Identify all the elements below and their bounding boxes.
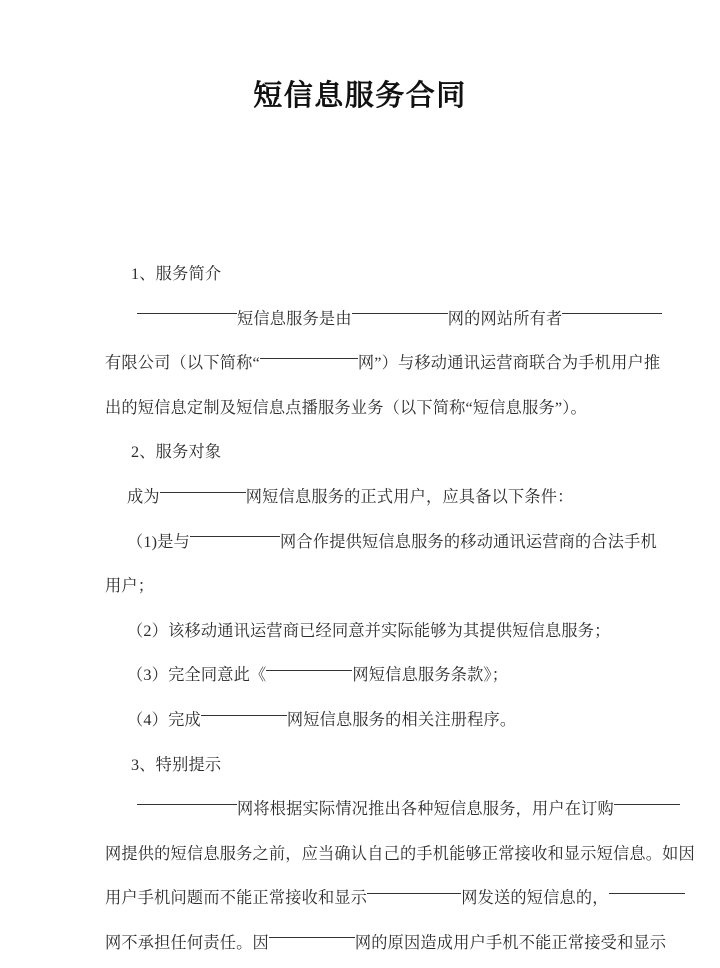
document-line [105, 386, 617, 431]
fill-in-blank[interactable] [352, 299, 448, 315]
document-body [105, 252, 695, 966]
line-text: （4）完成 [127, 710, 201, 729]
document-line [105, 653, 617, 698]
document-line [105, 297, 617, 342]
document-line [105, 341, 661, 386]
fill-in-blank[interactable] [160, 477, 246, 493]
document-line [105, 475, 617, 520]
document-line [105, 787, 617, 832]
fill-in-blank[interactable] [260, 343, 358, 359]
fill-in-blank[interactable] [201, 700, 287, 716]
line-text: 网的网站所有者 [447, 309, 563, 328]
line-text: 网”）与移动通讯运营商联合为手机用户推 [357, 354, 661, 373]
fill-in-blank[interactable] [562, 299, 662, 315]
line-text: 网的原因造成用户手机不能正常接受和显示 [354, 933, 667, 952]
line-text: 网提供的短信息服务之前，应当确认自己的手机能够正常接收和显示短信息。如因 [105, 844, 695, 863]
section-heading: 2、服务对象 [131, 443, 222, 462]
line-text: 网短信息服务条款》； [352, 666, 509, 685]
fill-in-blank[interactable] [614, 789, 680, 805]
section-heading: 3、特别提示 [131, 755, 222, 774]
fill-in-blank[interactable] [609, 878, 685, 894]
document-line [105, 876, 617, 921]
document-line [105, 564, 617, 609]
line-text: 成为 [127, 487, 160, 506]
line-text: 网短信息服务的正式用户，应具备以下条件： [245, 487, 574, 506]
line-text: （3）完全同意此《 [127, 666, 267, 685]
fill-in-blank[interactable] [269, 923, 355, 939]
document-line [105, 520, 657, 565]
line-text: （2）该移动通讯运营商已经同意并实际能够为其提供短信息服务； [127, 621, 611, 640]
line-text: 有限公司（以下简称“ [105, 354, 260, 373]
document-line [105, 698, 617, 743]
document-line [105, 832, 695, 877]
line-text: 网短信息服务的相关注册程序。 [286, 710, 517, 729]
document-line [105, 921, 667, 966]
fill-in-blank[interactable] [137, 789, 237, 805]
line-text: 出的短信息定制及短信息点播服务业务（以下简称“短信息服务”）。 [105, 398, 587, 417]
fill-in-blank[interactable] [137, 299, 237, 315]
line-text: 短信息服务是由 [237, 309, 352, 328]
section-heading: 1、服务简介 [131, 265, 222, 283]
fill-in-blank[interactable] [190, 522, 280, 538]
line-text: 网发送的短信息的， [461, 889, 609, 908]
line-text: （1)是与 [127, 532, 191, 551]
line-text: 网不承担任何责任。因 [105, 933, 269, 952]
fill-in-blank[interactable] [266, 655, 352, 671]
line-text: 网将根据实际情况推出各种短信息服务，用户在订购 [237, 800, 614, 819]
line-text: 用户； [105, 577, 155, 596]
line-text: 用户手机问题而不能正常接收和显示 [105, 889, 368, 908]
page-title: 短信息服务合同 [253, 78, 467, 112]
line-text: 网合作提供短信息服务的移动通讯运营商的合法手机 [280, 532, 657, 551]
fill-in-blank[interactable] [367, 878, 461, 894]
document-line [105, 609, 617, 654]
